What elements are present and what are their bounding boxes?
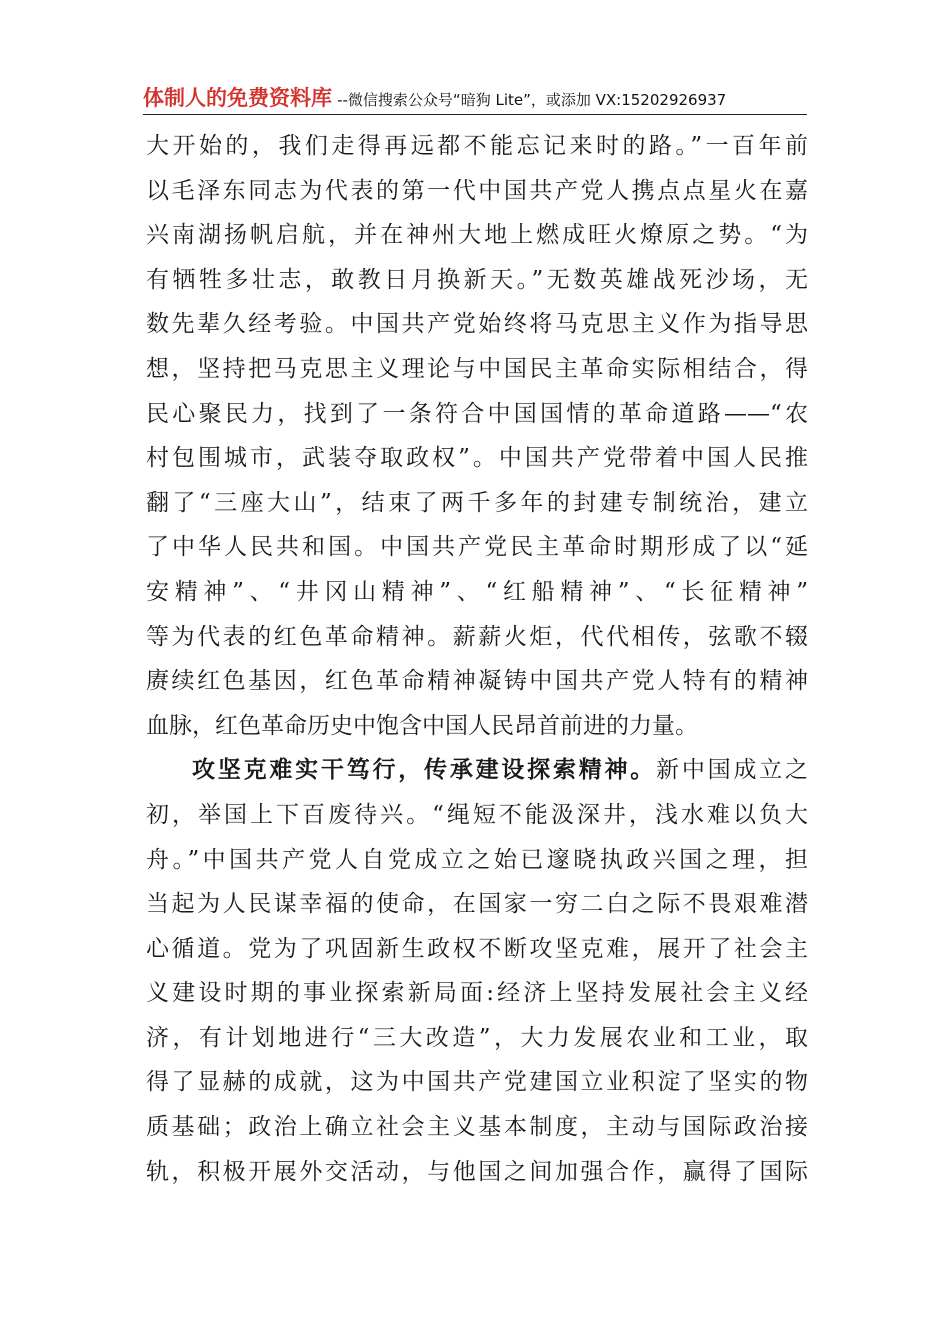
paragraph-1 — [146, 124, 808, 748]
paragraph-2 — [146, 748, 808, 1194]
text-line: 民心聚民力，找到了一条符合中国国情的革命道路——“农 — [146, 400, 808, 427]
text-span: 新中国成立之 — [656, 757, 809, 784]
text-line: 得了显赫的成就，这为中国共产党建国立业积淀了坚实的物 — [146, 1069, 808, 1096]
text-line: 安精神”、“井冈山精神”、“红船精神”、“长征精神” — [146, 578, 808, 605]
text-line: 翻了“三座大山”，结束了两千多年的封建专制统治，建立 — [146, 489, 808, 516]
paragraph-first-line — [146, 748, 808, 793]
text-line: 兴南湖扬帆启航，并在神州大地上燃成旺火燎原之势。“为 — [146, 222, 808, 249]
text-line: 义建设时期的事业探索新局面:经济上坚持发展社会主义经 — [146, 980, 808, 1007]
header-subtitle: --微信搜索公众号“暗狗 Lite”，或添加 VX:15202926937 — [337, 91, 727, 109]
page-header — [143, 84, 813, 114]
text-line: 大开始的，我们走得再远都不能忘记来时的路。”一百年前 — [146, 133, 808, 159]
text-line: 了中华人民共和国。中国共产党民主革命时期形成了以“延 — [146, 534, 808, 561]
text-line: 有牺牲多壮志，敢教日月换新天。”无数英雄战死沙场，无 — [146, 266, 808, 293]
document-body — [146, 124, 808, 1194]
text-line: 舟。”中国共产党人自党成立之始已邃晓执政兴国之理，担 — [146, 846, 808, 873]
header-brand: 体制人的免费资料库 — [143, 86, 332, 110]
text-line: 等为代表的红色革命精神。薪薪火炬，代代相传，弦歌不辍 — [146, 623, 808, 650]
text-line: 质基础；政治上确立社会主义基本制度，主动与国际政治接 — [146, 1114, 808, 1141]
header-divider — [143, 114, 807, 115]
text-line: 数先辈久经考验。中国共产党始终将马克思主义作为指导思 — [146, 311, 808, 338]
paragraph-heading: 攻坚克难实干笃行，传承建设探索精神。 — [192, 757, 657, 784]
text-line: 初，举国上下百废待兴。“绳短不能汲深井，浅水难以负大 — [146, 801, 808, 828]
text-line: 想，坚持把马克思主义理论与中国民主革命实际相结合，得 — [146, 355, 808, 382]
text-line: 当起为人民谋幸福的使命，在国家一穷二白之际不畏艰难潜 — [146, 891, 808, 918]
text-line: 轨，积极开展外交活动，与他国之间加强合作，赢得了国际 — [146, 1158, 808, 1185]
text-line: 济，有计划地进行“三大改造”，大力发展农业和工业，取 — [146, 1024, 808, 1051]
text-line: 赓续红色基因，红色革命精神凝铸中国共产党人特有的精神 — [146, 668, 808, 695]
text-line: 村包围城市，武装夺取政权”。中国共产党带着中国人民推 — [146, 445, 808, 472]
text-line: 以毛泽东同志为代表的第一代中国共产党人携点点星火在嘉 — [146, 177, 808, 204]
text-line: 血脉，红色革命历史中饱含中国人民昂首前进的力量。 — [146, 712, 698, 739]
text-line: 心循道。党为了巩固新生政权不断攻坚克难，展开了社会主 — [146, 935, 808, 962]
